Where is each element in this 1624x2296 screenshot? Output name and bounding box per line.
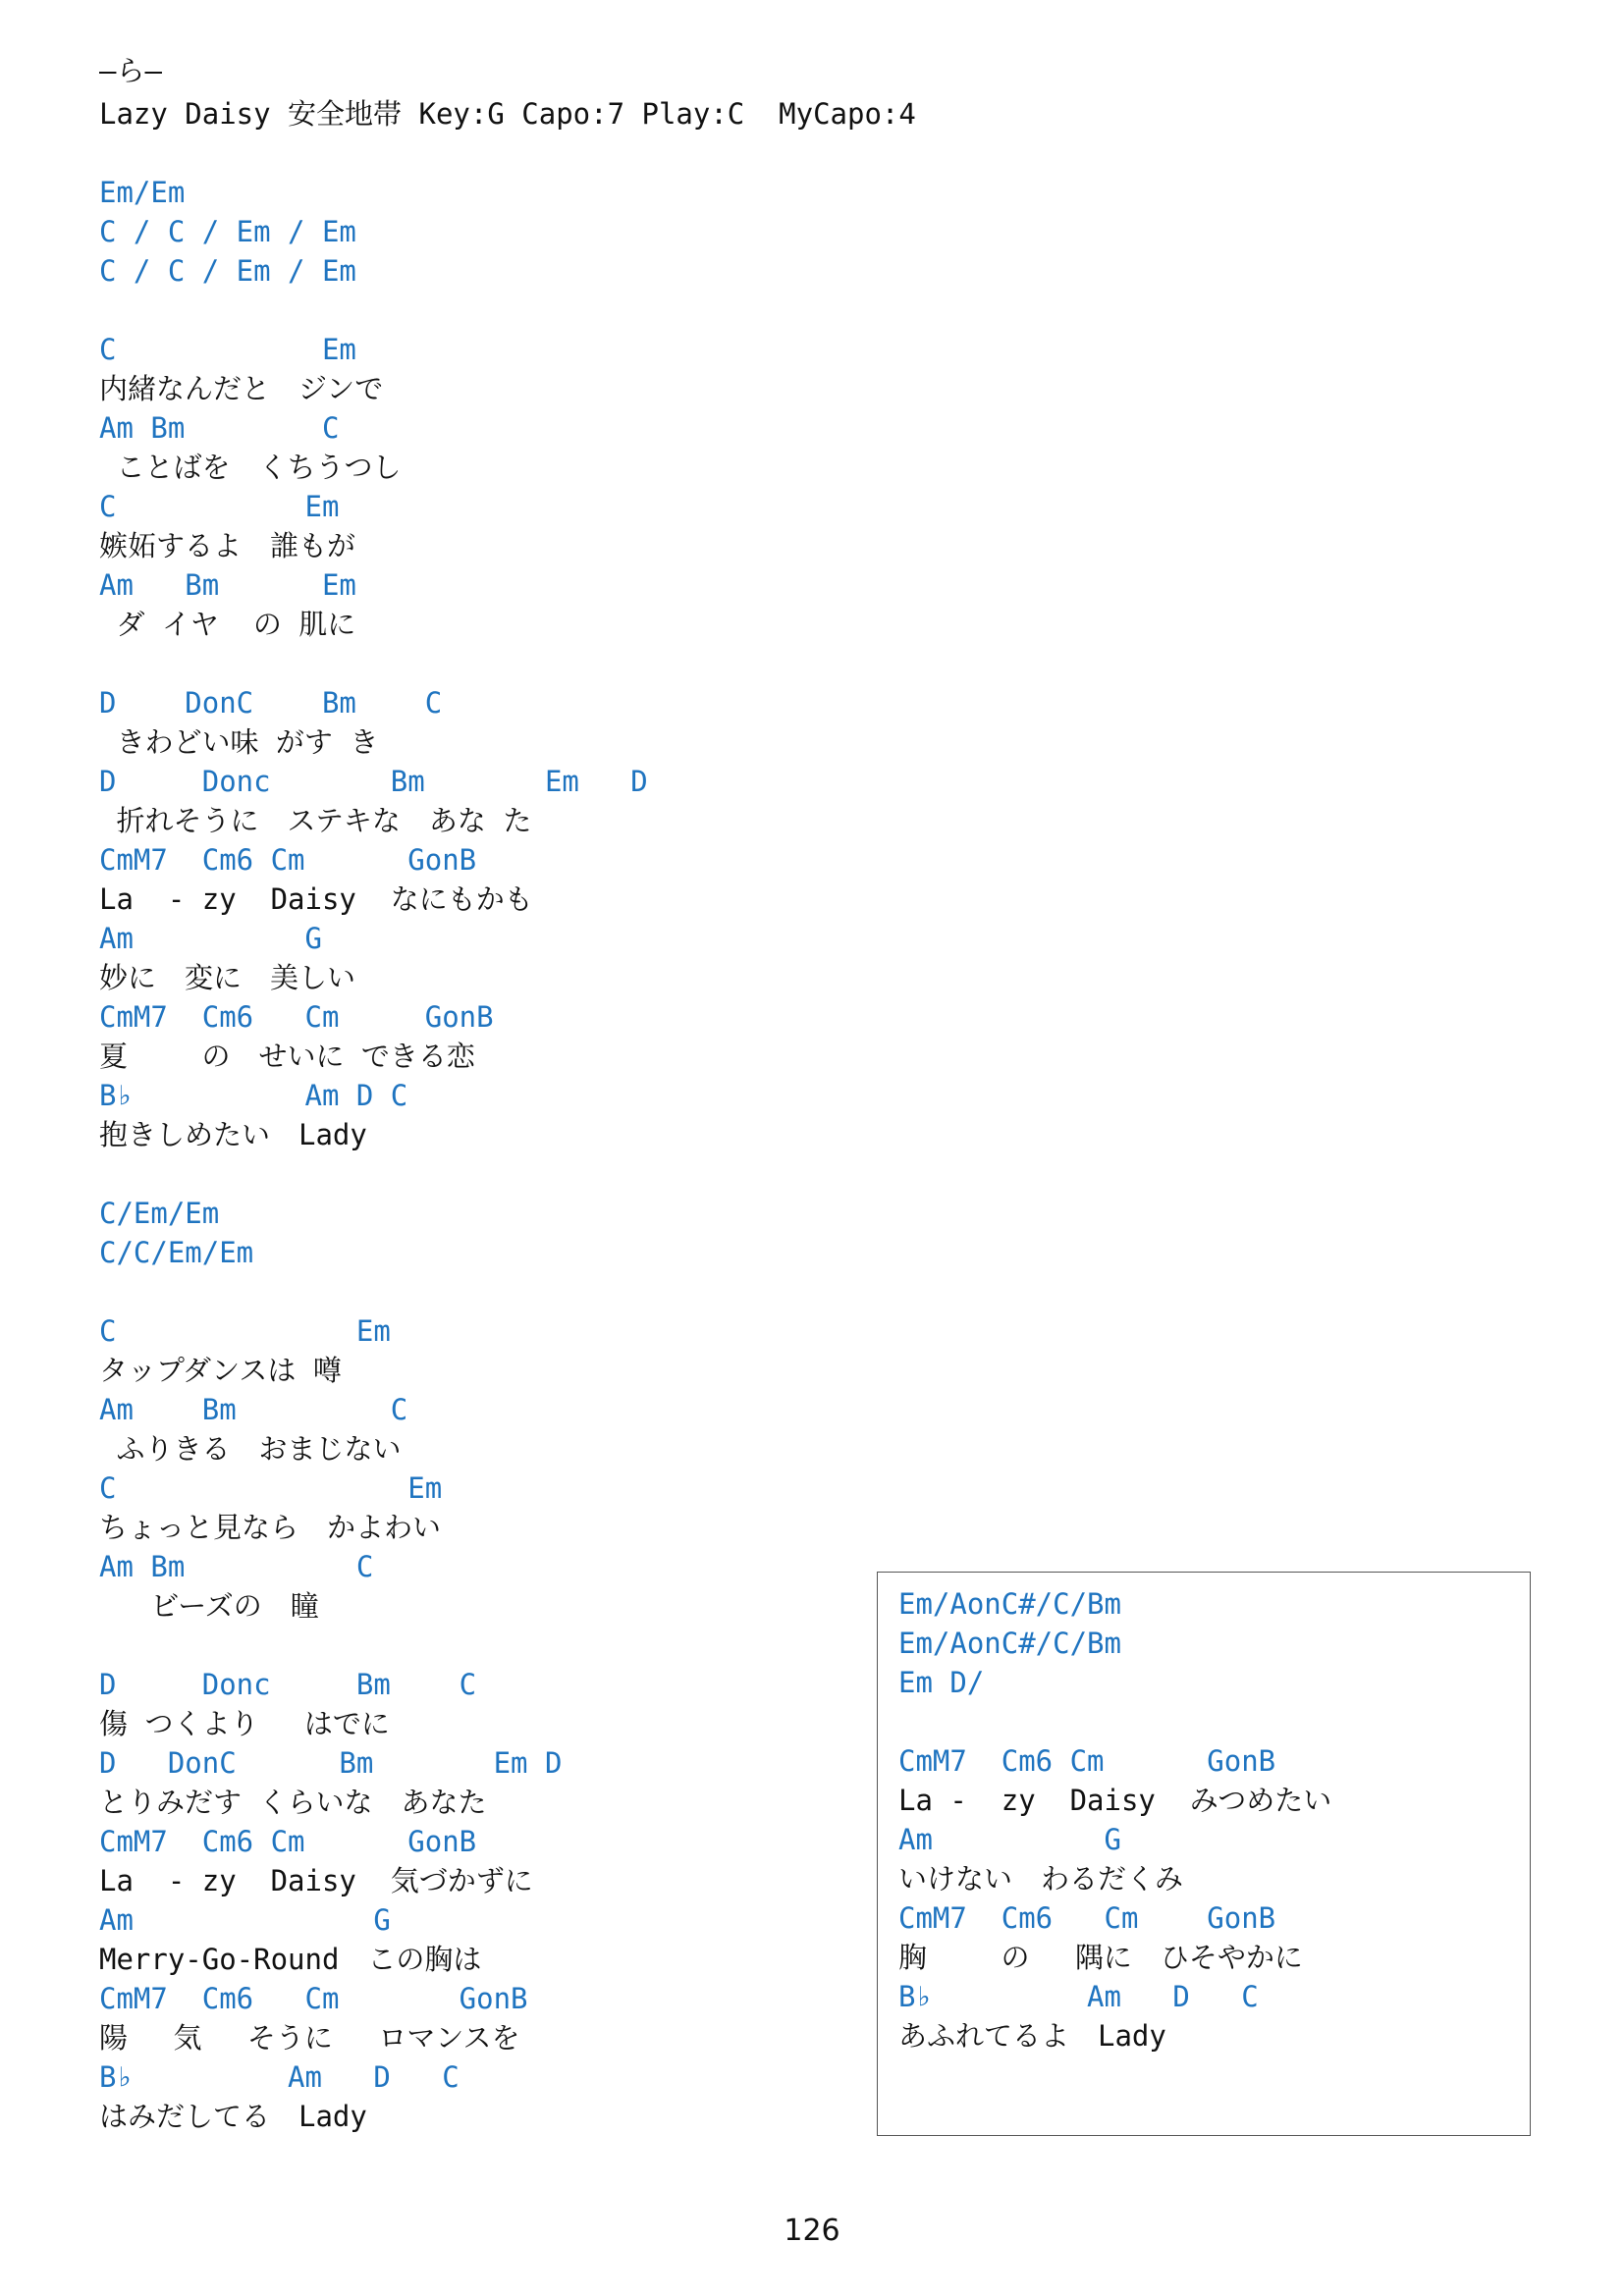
box-lyric-line: いけない わるだくみ [898, 1862, 1184, 1896]
main-lyric-line: La - zy Daisy なにもかも [99, 882, 533, 916]
main-chord-line: C/Em/Em [99, 1197, 220, 1230]
box-chord-line: Em/AonC#/C/Bm [898, 1627, 1121, 1660]
main-chord-line: C Em [99, 490, 340, 523]
main-chord-line: B♭ Am D C [99, 1079, 408, 1112]
main-lyric-line: きわどい味 がす き [99, 725, 379, 759]
box-lyric-line: La - zy Daisy みつめたい [898, 1784, 1332, 1817]
main-chord-line: C / C / Em / Em [99, 254, 356, 288]
main-lyric-line: タップダンスは 噂 [99, 1354, 342, 1387]
main-lyric-line: とりみだす くらいな あなた [99, 1786, 487, 1819]
main-lyric-line: Merry-Go-Round この胸は [99, 1943, 482, 1976]
main-lyric-line: ことばを くちうつし [99, 451, 402, 484]
main-chord-line: Am Bm C [99, 411, 340, 445]
header-mark: —ら— [99, 54, 162, 87]
main-chord-line: CmM7 Cm6 Cm GonB [99, 1982, 528, 2015]
box-chord-line: B♭ Am D C [898, 1980, 1259, 2013]
box-chord-line: CmM7 Cm6 Cm GonB [898, 1901, 1276, 1935]
main-chord-line: D Donc Bm C [99, 1668, 477, 1701]
main-chord-line: C Em [99, 333, 356, 366]
box-lyric-line: 胸 の 隅に ひそやかに [898, 1941, 1303, 1974]
main-chord-line: D DonC Bm C [99, 686, 443, 720]
main-chord-line: CmM7 Cm6 Cm GonB [99, 1825, 477, 1858]
main-lyric-line: 夏 の せいに できる恋 [99, 1040, 475, 1073]
song-title: Lazy Daisy 安全地帯 Key:G Capo:7 Play:C MyCapo:4 [99, 97, 916, 131]
main-lyric-line: ダ イヤ の 肌に [99, 608, 356, 641]
main-lyric-line: La - zy Daisy 気づかずに [99, 1864, 533, 1897]
main-chord-line: Em/Em [99, 176, 186, 209]
main-chord-line: Am G [99, 1903, 391, 1937]
main-lyric-line: ビーズの 瞳 [99, 1589, 319, 1623]
main-lyric-line: はみだしてる Lady [99, 2100, 367, 2133]
main-lyric-line: 妙に 変に 美しい [99, 961, 356, 994]
main-chord-line: Am Bm C [99, 1550, 374, 1583]
main-chord-line: C/C/Em/Em [99, 1236, 254, 1269]
main-lyric-line: 傷 つくより はでに [99, 1707, 390, 1740]
main-chord-line: C Em [99, 1471, 443, 1505]
main-chord-line: D Donc Bm Em D [99, 765, 648, 798]
main-lyric-line: ふりきる おまじない [99, 1432, 402, 1466]
main-chord-line: C Em [99, 1314, 391, 1348]
main-lyric-line: 嫉妬するよ 誰もが [99, 529, 356, 562]
interlude-box [877, 1572, 1531, 2136]
box-chord-line: Em D/ [898, 1666, 985, 1699]
main-chord-line: Am Bm C [99, 1393, 408, 1426]
main-chord-line: D DonC Bm Em D [99, 1746, 563, 1780]
main-lyric-line: 陽 気 そうに ロマンスを [99, 2021, 520, 2055]
main-lyric-line: 折れそうに ステキな あな た [99, 804, 532, 837]
box-chord-line: Am G [898, 1823, 1121, 1856]
main-chord-line: B♭ Am D C [99, 2060, 460, 2094]
main-chord-line: CmM7 Cm6 Cm GonB [99, 1000, 494, 1034]
main-lyric-line: ちょっと見なら かよわい [99, 1511, 442, 1544]
main-lyric-line: 内緒なんだと ジンで [99, 372, 384, 405]
box-chord-line: Em/AonC#/C/Bm [898, 1587, 1121, 1621]
main-chord-line: C / C / Em / Em [99, 215, 356, 248]
main-chord-line: Am G [99, 922, 322, 955]
page-number: 126 [784, 2214, 840, 2248]
box-lyric-line: あふれてるよ Lady [898, 2019, 1166, 2053]
main-lyric-line: 抱きしめたい Lady [99, 1118, 367, 1151]
main-chord-line: Am Bm Em [99, 568, 356, 602]
main-chord-line: CmM7 Cm6 Cm GonB [99, 843, 477, 877]
box-chord-line: CmM7 Cm6 Cm GonB [898, 1744, 1276, 1778]
